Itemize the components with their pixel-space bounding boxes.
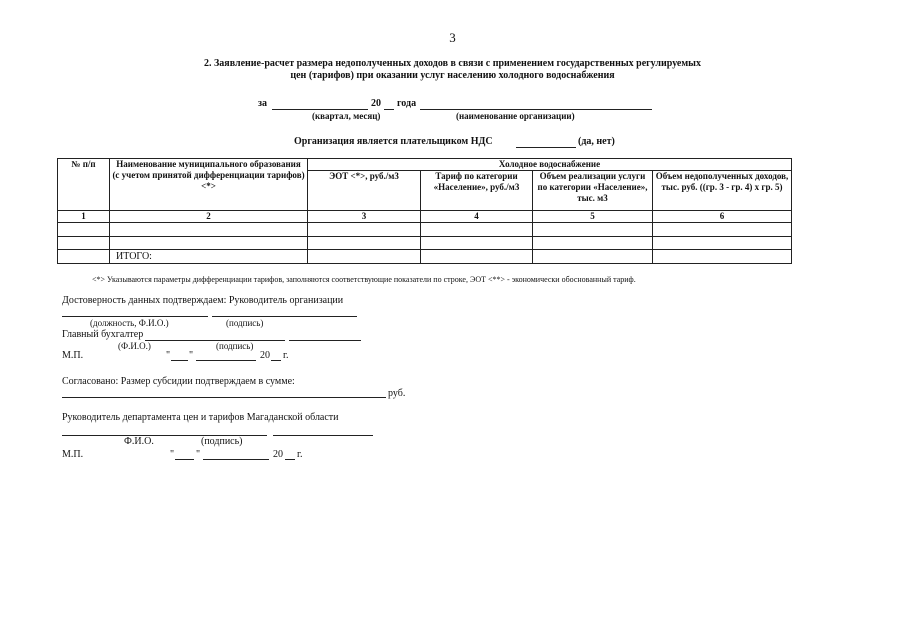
year-suffix-sign: г. [283,350,289,361]
seal-label: М.П. [62,350,84,361]
total-row [58,250,792,264]
footnote: <*> Указываются параметры дифференциации тарифов, заполняются соответствующие показатели по строке, ЭОТ <**> - экономически обоснованный тариф. [92,275,636,284]
table-cell[interactable] [653,223,792,237]
subsidy-table [57,158,792,264]
department-day-field[interactable] [175,459,194,460]
period-caption: (квартал, месяц) [312,111,381,121]
table-cell[interactable] [533,223,653,237]
year-field-sign[interactable] [271,360,281,361]
table-cell[interactable] [653,236,792,250]
index-cell: 4 [421,210,533,222]
department-signature-field[interactable] [273,435,373,436]
index-cell: 2 [110,210,308,222]
table-cell[interactable] [308,236,421,250]
table-cell[interactable] [533,250,653,264]
chief-accountant-label: Главный бухгалтер [62,329,144,340]
period-prefix: за [258,98,268,109]
year-prefix: 20 [371,98,381,109]
page-number: 3 [449,30,456,45]
index-cell: 1 [58,210,110,222]
department-fio-caption: Ф.И.О. [124,436,154,447]
organization-caption: (наименование организации) [456,111,575,121]
confirm-label: Достоверность данных подтверждаем: Руководитель организации [62,295,344,306]
table-cell[interactable] [58,223,110,237]
month-field[interactable] [196,360,256,361]
day-field[interactable] [171,360,188,361]
fio-caption: (Ф.И.О.) [118,341,151,351]
department-year-field[interactable] [285,459,295,460]
vat-options: (да, нет) [578,136,615,147]
position-caption: (должность, Ф.И.О.) [90,318,169,328]
header-tariff: Тариф по категории «Население», руб./м3 [421,171,533,211]
accountant-name-field[interactable] [145,340,285,341]
table-cell[interactable] [308,223,421,237]
header-cold-water: Холодное водоснабжение [308,159,792,171]
date-quote-close: " [189,350,194,361]
header-number: № п/п [58,159,110,211]
table-cell[interactable] [421,250,533,264]
total-label: ИТОГО: [110,250,308,264]
table-row [58,223,792,237]
table-cell[interactable] [533,236,653,250]
header-municipality: Наименование муниципального образования (с учетом принятой дифференциации тарифов) <*> [110,159,308,211]
accountant-signature-caption: (подпись) [216,341,254,351]
index-cell: 6 [653,210,792,222]
vat-label: Организация является плательщиком НДС [294,136,493,147]
position-field[interactable] [62,316,208,317]
table-cell[interactable] [110,223,308,237]
period-field[interactable] [272,109,368,110]
approval-label: Согласовано: Размер субсидии подтверждаем в сумме: [62,376,295,387]
department-year-prefix: 20 [273,449,283,460]
department-month-field[interactable] [203,459,269,460]
year-prefix-sign: 20 [260,350,270,361]
index-cell: 3 [308,210,421,222]
department-seal-label: М.П. [62,449,84,460]
signature-caption: (подпись) [226,318,264,328]
table-cell[interactable] [421,223,533,237]
table-cell[interactable] [653,250,792,264]
department-signature-caption: (подпись) [201,436,243,447]
index-cell: 5 [533,210,653,222]
year-suffix: года [397,98,417,109]
date-quote-open: " [166,350,171,361]
header-lost-income: Объем недополученных доходов, тыс. руб. ((гр. 3 - гр. 4) х гр. 5) [653,171,792,211]
signature-field[interactable] [212,316,357,317]
table-cell[interactable] [308,250,421,264]
department-date-quote-close: " [196,449,201,460]
table-cell[interactable] [110,236,308,250]
table-cell[interactable] [58,236,110,250]
table-cell[interactable] [58,250,110,264]
accountant-signature-field[interactable] [289,340,361,341]
department-head-label: Руководитель департамента цен и тарифов Магаданской области [62,412,339,423]
department-date-quote-open: " [170,449,175,460]
index-row [58,210,792,222]
header-eot: ЭОТ <*>, руб./м3 [308,171,421,211]
department-year-suffix: г. [297,449,303,460]
document-title: 2. Заявление-расчет размера недополученных доходов в связи с применением государственных регулируемых цен (тарифов) при оказании услуг населению холодного водоснабжения [204,58,701,81]
currency-label: руб. [388,388,406,399]
table-cell[interactable] [421,236,533,250]
header-volume: Объем реализации услуги по категории «Население», тыс. м3 [533,171,653,211]
year-field[interactable] [384,109,394,110]
vat-field[interactable] [516,147,576,148]
organization-field[interactable] [420,109,652,110]
subsidy-amount-field[interactable] [62,397,386,398]
table-row [58,236,792,250]
